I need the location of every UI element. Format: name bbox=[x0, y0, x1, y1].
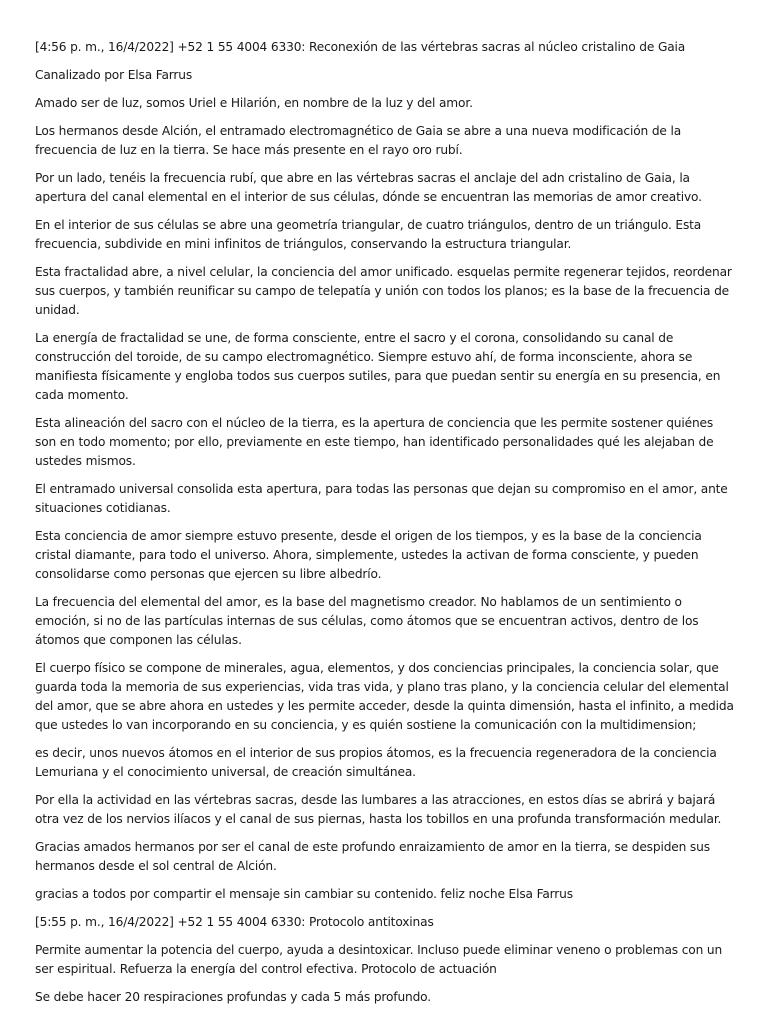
paragraph: La frecuencia del elemental del amor, es la base del magnetismo creador. No hablamos de un sentimiento o emoción, si no de las partículas internas de sus células, como átomos que se encuentran activos, dentro de los átomos que componen las células. bbox=[35, 595, 699, 647]
paragraph: El entramado universal consolida esta apertura, para todas las personas que dejan su compromiso en el amor, ante situaciones cotidianas. bbox=[35, 482, 728, 515]
paragraph: Gracias amados hermanos por ser el canal de este profundo enraizamiento de amor en la tierra, se despiden sus hermanos desde el sol central de Alción. bbox=[35, 840, 710, 873]
paragraph: Permite aumentar la potencia del cuerpo, ayuda a desintoxicar. Incluso puede eliminar veneno o problemas con un ser espiritual. Refuerza la energía del control efectiva. Protocolo de actuación bbox=[35, 943, 723, 976]
paragraph: Esta fractalidad abre, a nivel celular, la conciencia del amor unificado. esquelas permite regenerar tejidos, reordenar sus cuerpos, y también reunificar su campo de telepatía y unión con todos los planos; es la base de la frecuencia de unidad. bbox=[35, 265, 732, 317]
paragraph: Por un lado, tenéis la frecuencia rubí, que abre en las vértebras sacras el anclaje del adn cristalino de Gaia, la apertura del canal elemental en el interior de sus células, dónde se encuentran las memorias de amor creativo. bbox=[35, 171, 702, 204]
paragraph: es decir, unos nuevos átomos en el interior de sus propios átomos, es la frecuencia regeneradora de la conciencia Lemuriana y el conocimiento universal, de creación simultánea. bbox=[35, 746, 717, 779]
paragraph: Por ella la actividad en las vértebras sacras, desde las lumbares a las atracciones, en estos días se abrirá y bajará otra vez de los nervios ilíacos y el canal de sus piernas, hasta los tobillos en una profunda transformación medular. bbox=[35, 793, 722, 826]
paragraph: Se debe hacer 20 respiraciones profundas y cada 5 más profundo. bbox=[35, 990, 431, 1004]
paragraph: Esta conciencia de amor siempre estuvo presente, desde el origen de los tiempos, y es la base de la conciencia cristal diamante, para todo el universo. Ahora, simplemente, ustedes la activan de forma consciente, y pueden consolidarse como personas que ejercen su libre albedrío. bbox=[35, 529, 702, 581]
message-header: [5:55 p. m., 16/4/2022] +52 1 55 4004 6330: Protocolo antitoxinas bbox=[35, 915, 434, 929]
byline: Canalizado por Elsa Farrus bbox=[35, 68, 193, 82]
document-page bbox=[35, 38, 735, 1016]
paragraph: Amado ser de luz, somos Uriel e Hilarión, en nombre de la luz y del amor. bbox=[35, 96, 473, 110]
paragraph: En el interior de sus células se abre una geometría triangular, de cuatro triángulos, dentro de un triángulo. Esta frecuencia, subdivide en mini infinitos de triángulos, conservando la estructura triangular. bbox=[35, 218, 702, 251]
paragraph: Los hermanos desde Alción, el entramado electromagnético de Gaia se abre a una nueva modificación de la frecuencia de luz en la tierra. Se hace más presente en el rayo oro rubí. bbox=[35, 124, 682, 157]
message-header: [4:56 p. m., 16/4/2022] +52 1 55 4004 6330: Reconexión de las vértebras sacras al núcleo cristalino de Gaia bbox=[35, 40, 686, 54]
paragraph: El cuerpo físico se compone de minerales, agua, elementos, y dos conciencias principales, la conciencia solar, que guarda toda la memoria de sus experiencias, vida tras vida, y plano tras plano, y la conciencia celular del elemental del amor, que se abre ahora en ustedes y les permite acceder, desde la quinta dimensión, hasta el infinito, a medida que ustedes lo van incorporando en su conciencia, y es quién sostiene la comunicación con la multidimension; bbox=[35, 661, 734, 732]
paragraph: Esta alineación del sacro con el núcleo de la tierra, es la apertura de conciencia que les permite sostener quiénes son en todo momento; por ello, previamente en este tiempo, han identificado personalidades qué les alejaban de ustedes mismos. bbox=[35, 416, 714, 468]
paragraph: La energía de fractalidad se une, de forma consciente, entre el sacro y el corona, consolidando su canal de construcción del toroide, de su campo electromagnético. Siempre estuvo ahí, de forma inconsciente, ahora se manifiesta físicamente y engloba todos sus cuerpos sutiles, para que puedan sentir su energía en su presencia, en cada momento. bbox=[35, 331, 721, 402]
closing-note: gracias a todos por compartir el mensaje sin cambiar su contenido. feliz noche Elsa Farrus bbox=[35, 887, 573, 901]
